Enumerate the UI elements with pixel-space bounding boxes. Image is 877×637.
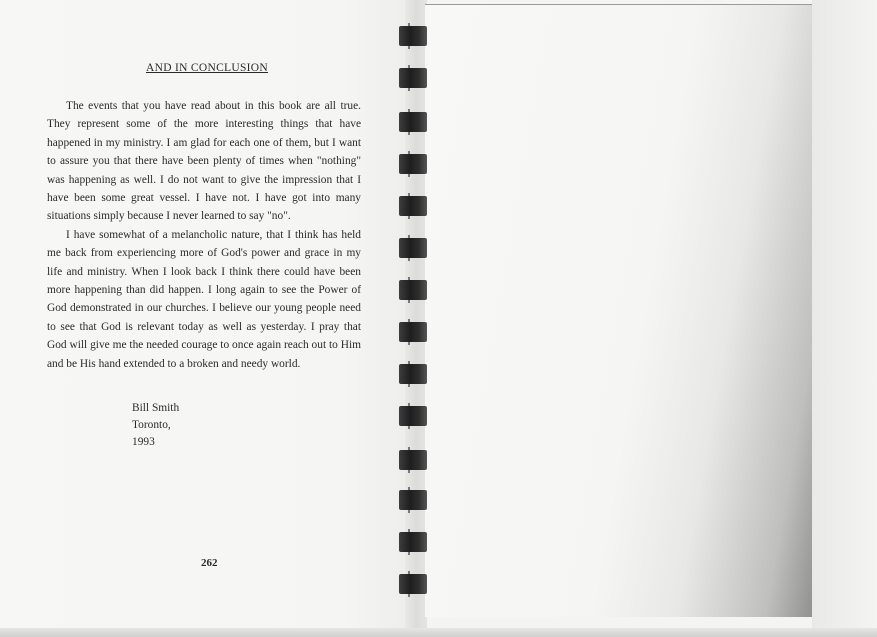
- binding-coil-13: [399, 532, 427, 552]
- author-name: Bill Smith: [132, 402, 180, 414]
- binding-coil-9: [399, 364, 427, 384]
- bottom-scan-shadow: [0, 628, 877, 637]
- right-page-blank: [425, 4, 815, 617]
- binding-coil-7: [399, 280, 427, 300]
- binding-coil-10: [399, 406, 427, 426]
- binding-coil-12: [399, 490, 427, 510]
- binding-coil-1: [399, 26, 427, 46]
- signoff-block: [132, 400, 179, 451]
- left-page: [0, 0, 405, 637]
- binding-coil-14: [399, 574, 427, 594]
- binding-coil-11: [399, 450, 427, 470]
- author-year: 1993: [132, 436, 155, 448]
- body-text: [47, 97, 361, 373]
- binding-coil-3: [399, 112, 427, 132]
- author-city: Toronto,: [132, 419, 171, 431]
- chapter-title: AND IN CONCLUSION: [146, 62, 269, 74]
- paragraph-2: I have somewhat of a melancholic nature, that I think has held me back from experiencing more of God's power and grace in my life and ministry. When I look back I think there could have been more happening than did happen. I long again to see the Power of God demonstrated in our churches. I believe our young people need to see that God is relevant today as well as yesterday. I pray that God will give me the needed courage to once again reach out to Him and be His hand extended to a broken and needy world.: [47, 228, 361, 370]
- binding-coil-5: [399, 196, 427, 216]
- page-number: 262: [201, 557, 218, 569]
- binding-coil-8: [399, 322, 427, 342]
- binding-coil-2: [399, 68, 427, 88]
- binding-coil-6: [399, 238, 427, 258]
- binding-coil-4: [399, 154, 427, 174]
- paragraph-1: The events that you have read about in this book are all true. They represent some of the more interesting things that have happened in my ministry. I am glad for each one of them, but I want to assure you that there have been plenty of times when "nothing" was happening as well. I do not want to give the impression that I have been some great vessel. I have not. I have got into many situations simply because I never learned to say "no".: [47, 100, 361, 223]
- page-edge-shadow: [812, 0, 877, 637]
